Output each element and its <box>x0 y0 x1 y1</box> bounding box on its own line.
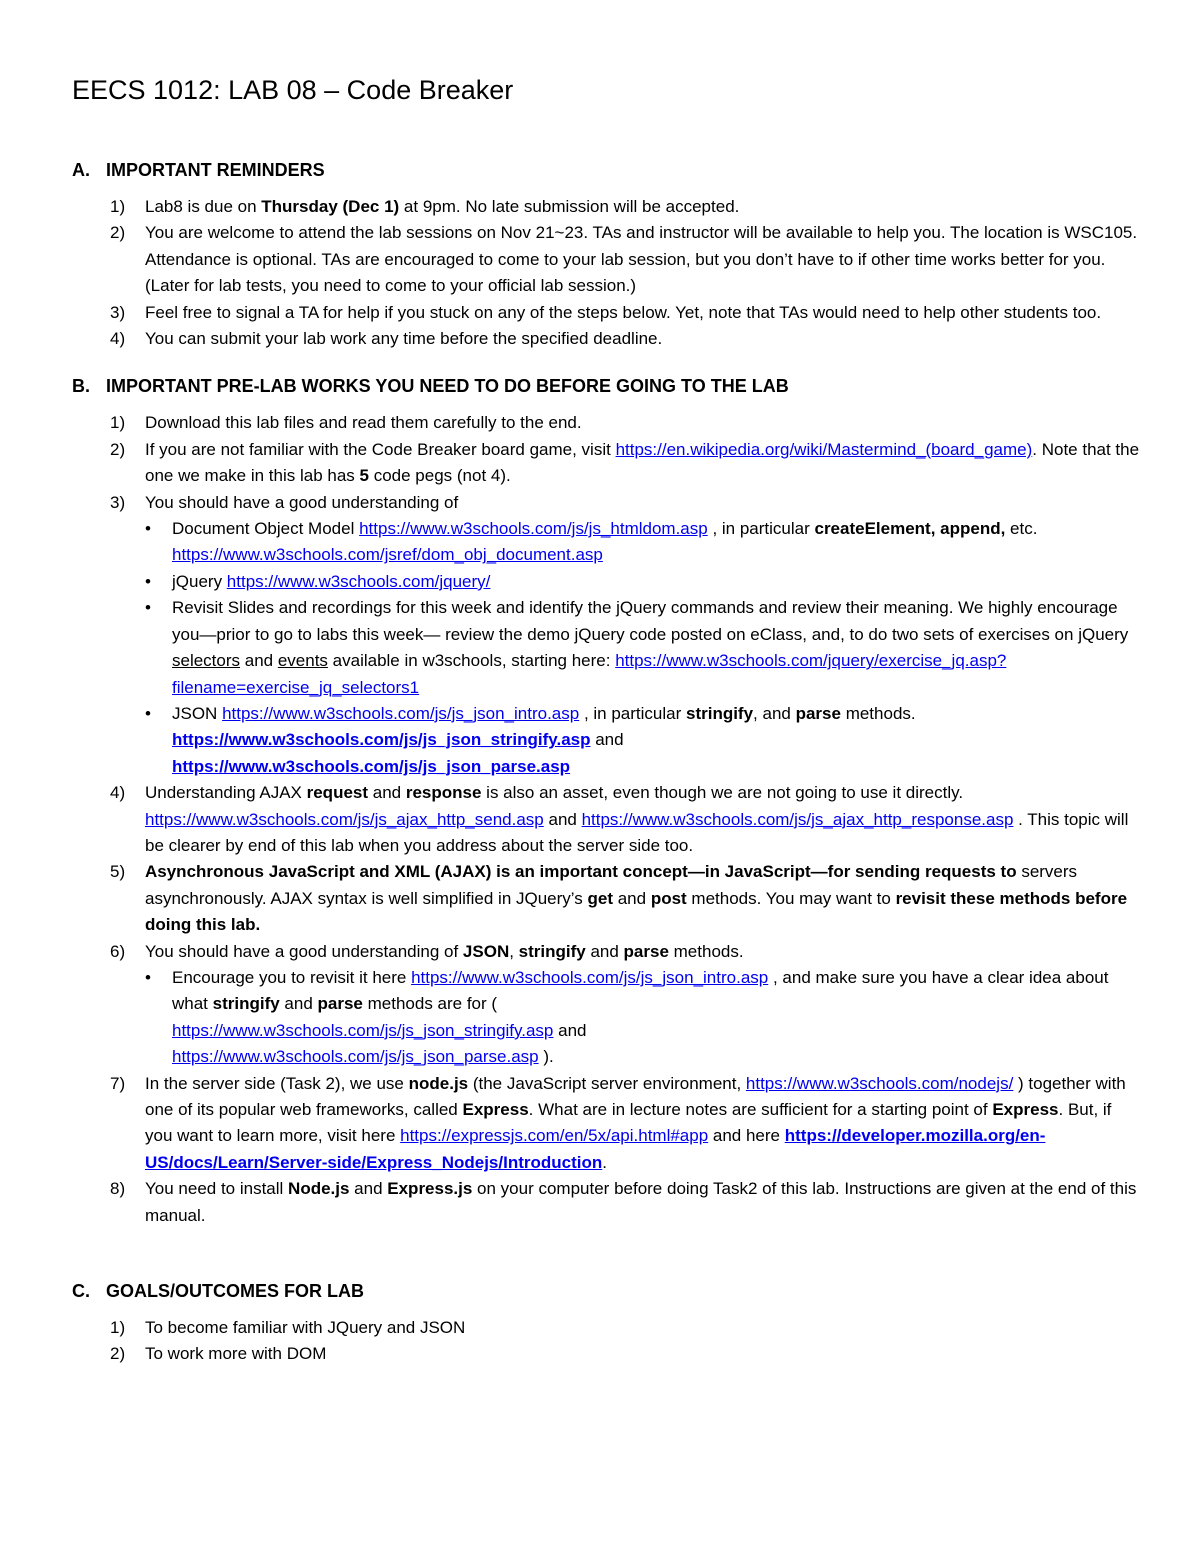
mdn-express-link[interactable]: https://developer.mozilla.org/en-US/docs/Learn/Server-side/Express_Nodejs/Introduction <box>145 1126 1046 1172</box>
list-item <box>72 1341 1142 1367</box>
item-number: 6) <box>110 941 126 961</box>
bullet-item <box>145 595 1142 701</box>
bold-text: response <box>405 783 482 803</box>
bullet-item <box>145 569 1142 595</box>
nodejs-link[interactable]: https://www.w3schools.com/nodejs/ <box>745 1073 1014 1093</box>
section-b-heading <box>72 372 1142 400</box>
text: and <box>240 651 278 671</box>
item-number: 5) <box>110 862 126 882</box>
section-b-list <box>72 410 1142 1229</box>
bold-text: post <box>650 888 687 908</box>
document-title: EECS 1012: LAB 08 – Code Breaker <box>72 75 514 105</box>
text: and <box>553 1020 587 1040</box>
item-number: 3) <box>110 492 126 512</box>
text: To become familiar with JQuery and JSON <box>145 1318 466 1338</box>
json-intro-link[interactable]: https://www.w3schools.com/js/js_json_intro.asp <box>222 703 580 723</box>
item-number: 1) <box>110 197 126 216</box>
bold-text: Express.js <box>387 1179 473 1199</box>
dom-document-link[interactable]: https://www.w3schools.com/jsref/dom_obj_document.asp <box>172 545 603 565</box>
item-number: 4) <box>110 783 126 803</box>
list-item <box>72 1071 1142 1177</box>
text: methods. You may want to <box>686 888 896 908</box>
bullet-icon: • <box>145 598 151 618</box>
text: Download this lab files and read them carefully to the end. <box>145 413 582 433</box>
section-c-list <box>72 1315 1142 1368</box>
section-letter: B. <box>72 376 90 397</box>
item-number: 4) <box>110 329 126 349</box>
text: . But, if you want to learn more, visit here <box>145 1100 1112 1146</box>
section-title: IMPORTANT PRE-LAB WORKS YOU NEED TO DO BEFORE GOING TO THE LAB <box>106 376 789 397</box>
bold-text: Asynchronous JavaScript and XML (AJAX) is an important concept—in JavaScript—for sending requests to <box>145 862 1017 882</box>
section-a-heading <box>72 156 1142 184</box>
text: methods are for ( <box>362 994 498 1014</box>
bullet-item <box>145 965 1142 1071</box>
text: and <box>368 783 406 803</box>
text: available in w3schools, starting here: <box>327 651 616 671</box>
text: , in particular <box>707 519 815 539</box>
section-a-list <box>72 194 1142 352</box>
bold-text: node.js <box>408 1073 469 1093</box>
text: You can submit your lab work any time before the specified deadline. <box>145 329 663 349</box>
bold-text: Node.js <box>288 1179 350 1199</box>
text: To work more with DOM <box>145 1344 327 1364</box>
wikipedia-mastermind-link[interactable]: https://en.wikipedia.org/wiki/Mastermind_(board_game) <box>615 439 1033 459</box>
list-item <box>72 300 1142 326</box>
list-item <box>72 859 1142 938</box>
ajax-send-link[interactable]: https://www.w3schools.com/js/js_ajax_http_send.asp <box>145 809 544 829</box>
text: You should have a good understanding of <box>145 941 463 961</box>
text: . Note that the one we make in this lab has <box>145 439 1140 486</box>
text: . What are in lecture notes are sufficient for a starting point of <box>528 1100 993 1119</box>
text: is also an asset, even though we are not going to use it directly. <box>481 783 964 803</box>
text: ). <box>538 1047 554 1067</box>
text: and <box>349 1179 388 1199</box>
bullet-icon: • <box>145 967 151 987</box>
text: and <box>543 809 582 829</box>
underlined-text: events <box>277 651 328 671</box>
item-number: 8) <box>110 1179 126 1199</box>
bold-text: revisit these methods before doing this lab. <box>145 888 1128 935</box>
text: . <box>602 1152 607 1172</box>
json-parse-link[interactable]: https://www.w3schools.com/js/js_json_parse.asp <box>172 1047 539 1067</box>
text: Understanding AJAX <box>145 783 307 803</box>
text: If you are not familiar with the Code Breaker board game, visit <box>145 439 616 459</box>
bold-text: parse <box>623 941 669 961</box>
text: Encourage you to revisit it here <box>172 967 412 987</box>
bullet-item <box>145 701 1142 780</box>
text: , and make sure you have a clear idea about what <box>172 967 1109 1014</box>
bold-text: 5 <box>359 466 369 486</box>
bold-text: stringify <box>685 703 754 723</box>
text: methods. <box>668 941 744 961</box>
text: code pegs (not 4). <box>368 466 511 486</box>
json-stringify-link[interactable]: https://www.w3schools.com/js/js_json_stringify.asp <box>172 730 591 750</box>
bold-text: parse <box>795 703 841 723</box>
text: etc. <box>1005 519 1038 539</box>
text: on your computer before doing Task2 of this lab. Instructions are given at the end of this manual. <box>145 1179 1137 1225</box>
text: at 9pm. No late submission will be accepted. <box>399 197 740 216</box>
list-item <box>72 437 1142 490</box>
section-letter: A. <box>72 160 90 180</box>
text: Document Object Model <box>172 519 360 539</box>
item-number: 2) <box>110 439 126 459</box>
item-number: 7) <box>110 1073 126 1093</box>
text: ) together with one of its popular web frameworks, called <box>145 1073 1126 1119</box>
bold-text: parse <box>317 994 363 1014</box>
text: jQuery <box>172 571 227 591</box>
item-number: 1) <box>110 413 126 433</box>
list-item <box>72 220 1142 299</box>
bullet-icon: • <box>145 571 151 591</box>
ajax-response-link[interactable]: https://www.w3schools.com/js/js_ajax_http_response.asp <box>581 809 1014 829</box>
list-item <box>72 780 1142 859</box>
sub-list <box>145 516 1142 780</box>
jquery-link[interactable]: https://www.w3schools.com/jquery/ <box>226 571 491 591</box>
text: , and <box>753 703 796 723</box>
bold-text: Thursday (Dec 1) <box>261 197 400 216</box>
text: (the JavaScript server environment, <box>468 1073 746 1093</box>
list-item <box>72 194 1142 220</box>
bullet-icon: • <box>145 519 151 539</box>
text: servers asynchronously. AJAX syntax is well simplified in JQuery’s <box>145 862 1078 908</box>
document-page <box>72 70 1142 1368</box>
bold-text: Express <box>992 1100 1059 1119</box>
json-parse-link[interactable]: https://www.w3schools.com/js/js_json_parse.asp <box>172 756 571 776</box>
text: Feel free to signal a TA for help if you stuck on any of the steps below. Yet, note that TAs would need to help other students too. <box>145 302 1102 322</box>
bullet-item <box>145 516 1142 569</box>
section-letter: C. <box>72 1281 90 1302</box>
list-item <box>72 326 1142 352</box>
jquery-exercise-link[interactable]: https://www.w3schools.com/jquery/exercise_jq.asp?filename=exercise_jq_selectors1 <box>172 651 1007 697</box>
bold-text: JSON <box>462 941 510 961</box>
bold-text: stringify <box>212 994 280 1014</box>
expressjs-api-link[interactable]: https://expressjs.com/en/5x/api.html#app <box>400 1126 709 1146</box>
text: In the server side (Task 2), we use <box>145 1073 409 1093</box>
text: and here <box>708 1126 785 1146</box>
text: You are welcome to attend the lab sessions on Nov 21~23. TAs and instructor will be available to help you. The location is WSC105. Attendance is optional. TAs are encouraged to come to your lab session, but you don’t have to if other time works better for you. (Later for lab tests, you need to come to your official lab session.) <box>145 223 1138 296</box>
item-number: 2) <box>110 223 126 243</box>
bold-text: get <box>587 888 613 908</box>
item-number: 2) <box>110 1344 126 1364</box>
bold-text: request <box>306 783 369 803</box>
text: and <box>279 994 318 1014</box>
text: JSON <box>172 703 223 723</box>
text: You should have a good understanding of <box>145 492 459 512</box>
json-intro-link[interactable]: https://www.w3schools.com/js/js_json_intro.asp <box>411 967 769 987</box>
bullet-icon: • <box>145 703 151 723</box>
sub-list <box>145 965 1142 1071</box>
text: . This topic will be clearer by end of this lab when you address about the server side too. <box>145 809 1129 855</box>
text: and <box>613 888 651 908</box>
bold-text: Express <box>462 1100 529 1119</box>
item-number: 3) <box>110 302 126 322</box>
text: Lab8 is due on <box>145 197 262 216</box>
htmldom-link[interactable]: https://www.w3schools.com/js/js_htmldom.asp <box>359 519 708 539</box>
text: and <box>590 730 624 750</box>
text: Revisit Slides and recordings for this week and identify the jQuery commands and review their meaning. We highly encourage you—prior to go to labs this week— review the demo jQuery code posted on eClass, and, to do two sets of exercises on jQuery <box>172 598 1129 644</box>
text: , <box>509 941 519 961</box>
bold-text: createElement, append, <box>814 519 1006 539</box>
text: methods. <box>840 703 916 723</box>
list-item <box>72 410 1142 436</box>
list-item <box>72 939 1142 1071</box>
text: You need to install <box>145 1179 289 1199</box>
list-item <box>72 1176 1142 1229</box>
item-number: 1) <box>110 1318 126 1338</box>
section-title: GOALS/OUTCOMES FOR LAB <box>106 1281 364 1302</box>
list-item <box>72 490 1142 780</box>
text: , in particular <box>579 703 686 723</box>
json-stringify-link[interactable]: https://www.w3schools.com/js/js_json_stringify.asp <box>172 1020 554 1040</box>
bold-text: stringify <box>518 941 586 961</box>
text: and <box>585 941 624 961</box>
section-c-heading <box>72 1277 1142 1305</box>
list-item <box>72 1315 1142 1341</box>
section-title: IMPORTANT REMINDERS <box>106 160 325 180</box>
underlined-text: selectors <box>172 651 241 671</box>
